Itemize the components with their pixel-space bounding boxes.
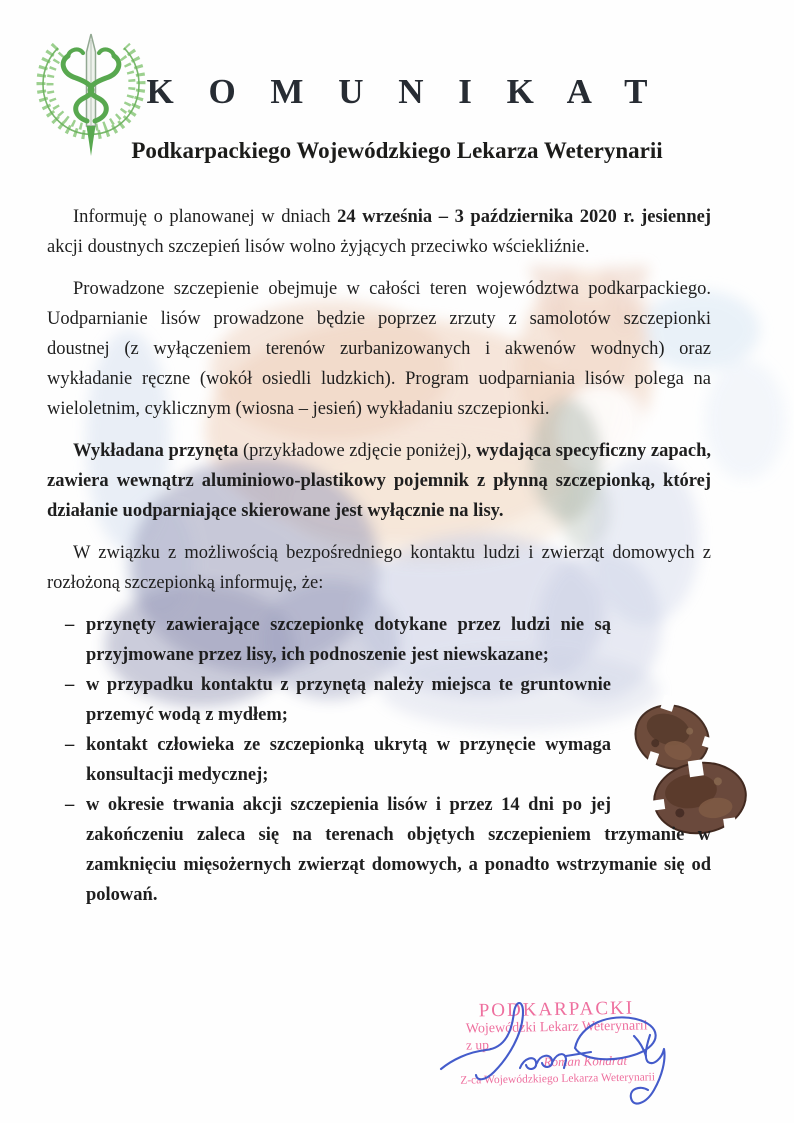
text-segment: wydająca specyficzny zapach, zawiera wewnątrz aluminiowo-plastikowy pojemnik z płynną szczepionką, której działanie uodparniające skierowane jest wyłącznie na lisy.	[47, 441, 711, 521]
document-body	[47, 202, 711, 910]
stamp-signer-title: Z-ca Wojewódzkiego Lekarza Weterynarii	[460, 1071, 656, 1087]
paragraph	[47, 538, 711, 598]
text-segment: (przykładowe zdjęcie poniżej),	[238, 441, 477, 461]
document-title: K O M U N I K A T	[146, 72, 661, 111]
list-dash-marker: –	[65, 615, 75, 635]
text-segment: akcji doustnych szczepień lisów wolno żyjących przeciwko wściekliźnie.	[47, 237, 590, 257]
list-item-text: w przypadku kontaktu z przynętą należy miejsca te gruntownie przemyć wodą z mydłem;	[86, 675, 611, 725]
text-segment: Prowadzone szczepienie obejmuje w całości teren województwa podkarpackiego. Uodparnianie lisów prowadzone będzie poprzez zrzuty z samolotów szczepionki doustnej (z wyłączeniem terenów zurbanizowanych i akwenów wodnych) oraz wykładanie ręczne (wokół osiedli ludzkich). Program uodparniania lisów polega na wieloletnim, cyklicznym (wiosna – jesień) wykładaniu szczepionki.	[47, 279, 711, 419]
text-segment: W związku z możliwością bezpośredniego kontaktu ludzi i zwierząt domowych z rozłożoną szczepionką informuję, że:	[47, 543, 711, 593]
text-segment: 24 września – 3 października 2020 r. jesiennej	[337, 207, 711, 227]
stamp-signer-name: Roman Kondrat	[543, 1052, 628, 1070]
list-item-text: w okresie trwania akcji szczepienia lisów i przez 14 dni po jej zakończeniu zaleca się na terenach objętych szczepieniem trzymanie w zamknięciu mięsożernych zwierząt domowych, a ponadto wstrzymanie się od polowań.	[86, 795, 711, 905]
list-dash-marker: –	[65, 735, 75, 755]
stamp-authorization: z up.	[465, 1037, 493, 1053]
info-list	[47, 610, 711, 910]
list-item-text: przynęty zawierające szczepionkę dotykane przez ludzi nie są przyjmowane przez lisy, ich podnoszenie jest niewskazane;	[86, 615, 611, 665]
list-items	[47, 610, 711, 910]
paragraph	[47, 202, 711, 262]
list-item	[47, 610, 711, 670]
paragraph	[47, 436, 711, 526]
list-item	[47, 670, 711, 730]
text-segment: Wykładana przynęta	[73, 441, 239, 461]
official-stamp	[449, 998, 664, 1088]
stamp-office-name: PODKARPACKI	[478, 997, 635, 1022]
list-dash-marker: –	[65, 795, 75, 815]
text-segment: Informuję o planowanej w dniach	[73, 207, 338, 227]
document-subtitle: Podkarpackiego Wojewódzkiego Lekarza Weterynarii	[131, 138, 663, 163]
list-item	[47, 730, 711, 790]
stamp-office-title: Wojewódzki Lekarz Weterynarii	[465, 1018, 648, 1037]
paragraphs	[47, 202, 711, 598]
paragraph	[47, 274, 711, 424]
list-item-text: kontakt człowieka ze szczepionką ukrytą w przynęcie wymaga konsultacji medycznej;	[86, 735, 611, 785]
list-item	[47, 790, 711, 910]
list-dash-marker: –	[65, 675, 75, 695]
